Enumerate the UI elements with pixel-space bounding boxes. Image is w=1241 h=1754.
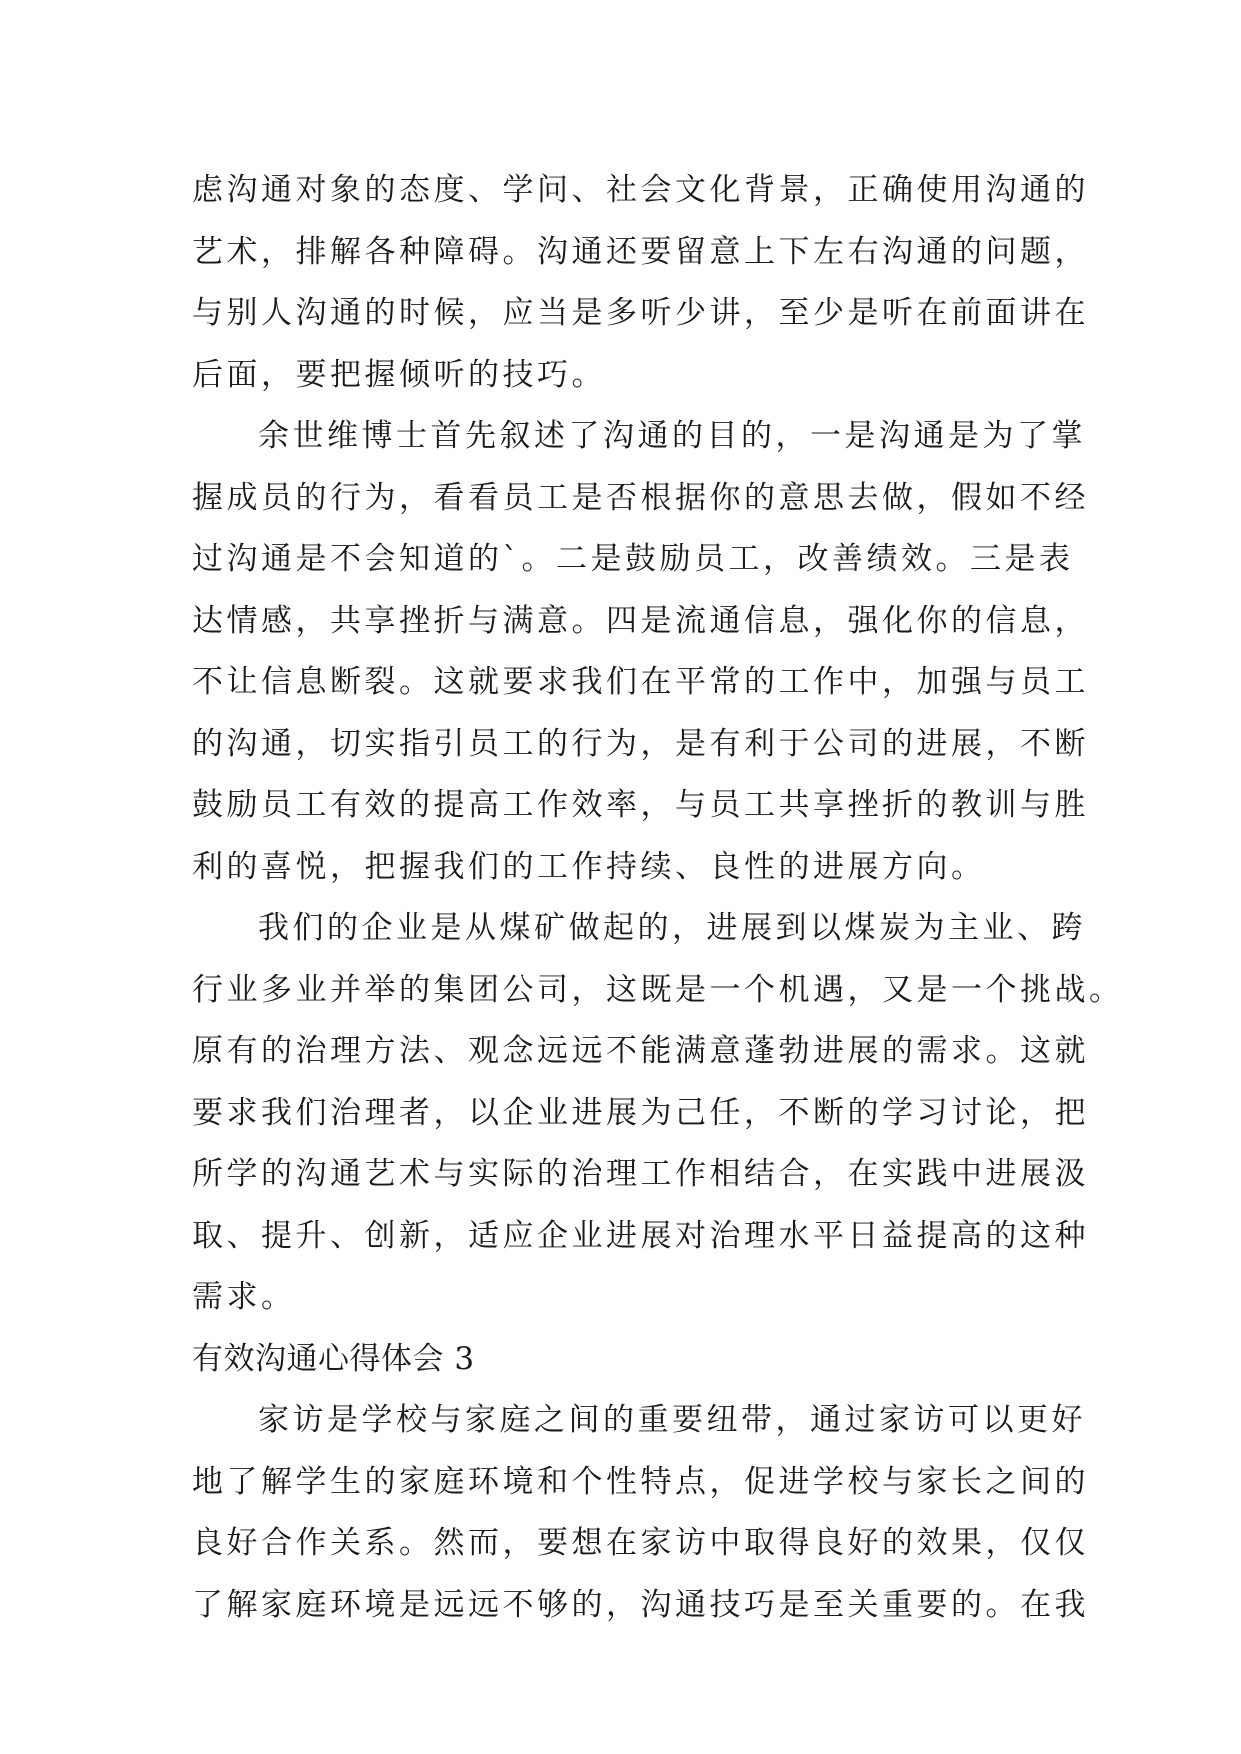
paragraph-line: 行业多业并举的集团公司，这既是一个机遇，又是一个挑战。 — [192, 971, 1124, 1008]
paragraph-line: 的沟通，切实指引员工的行为，是有利于公司的进展，不断 — [192, 725, 1089, 762]
paragraph-line: 艺术，排解各种障碍。沟通还要留意上下左右沟通的问题， — [192, 233, 1089, 270]
paragraph — [192, 160, 1089, 406]
heading-text: 有效沟通心得体会 3 — [192, 1340, 475, 1377]
paragraph-line: 达情感，共享挫折与满意。四是流通信息，强化你的信息， — [192, 602, 1089, 639]
paragraph-line: 虑沟通对象的态度、学问、社会文化背景，正确使用沟通的 — [192, 172, 1089, 208]
paragraph-line: 取、提升、创新，适应企业进展对治理水平日益提高的这种 — [192, 1217, 1089, 1254]
paragraph-line: 良好合作关系。然而，要想在家访中取得良好的效果，仅仅 — [192, 1525, 1089, 1561]
paragraph-line: 后面，要把握倾听的技巧。 — [192, 356, 606, 393]
paragraph-line: 与别人沟通的时候，应当是多听少讲，至少是听在前面讲在 — [192, 295, 1089, 331]
paragraph — [192, 898, 1124, 1329]
paragraph-line: 鼓励员工有效的提高工作效率，与员工共享挫折的教训与胜 — [192, 787, 1089, 823]
paragraph-line: 需求。 — [192, 1279, 296, 1315]
document-body — [192, 160, 1124, 1636]
paragraph-line: 原有的治理方法、观念远远不能满意蓬勃进展的需求。这就 — [192, 1033, 1089, 1069]
paragraph-line: 不让信息断裂。这就要求我们在平常的工作中，加强与员工 — [192, 664, 1089, 700]
section-heading — [192, 1329, 1064, 1391]
paragraph-line: 家访是学校与家庭之间的重要纽带，通过家访可以更好 — [258, 1402, 1086, 1438]
paragraph-line: 过沟通是不会知道的`。二是鼓励员工，改善绩效。三是表 — [192, 541, 1074, 577]
paragraph — [192, 1390, 1089, 1636]
paragraph-line: 余世维博士首先叙述了沟通的目的，一是沟通是为了掌 — [258, 418, 1086, 454]
paragraph-line: 地了解学生的家庭环境和个性特点，促进学校与家长之间的 — [192, 1463, 1089, 1500]
paragraph-line: 握成员的行为，看看员工是否根据你的意思去做，假如不经 — [192, 479, 1089, 516]
paragraph-line: 所学的沟通艺术与实际的治理工作相结合，在实践中进展汲 — [192, 1156, 1089, 1192]
paragraph-line: 了解家庭环境是远远不够的，沟通技巧是至关重要的。在我 — [192, 1586, 1089, 1623]
paragraph-line: 要求我们治理者，以企业进展为己任，不断的学习讨论，把 — [192, 1094, 1089, 1131]
paragraph — [192, 406, 1089, 898]
paragraph-line: 利的喜悦，把握我们的工作持续、良性的进展方向。 — [192, 848, 986, 885]
paragraph-line: 我们的企业是从煤矿做起的，进展到以煤炭为主业、跨 — [258, 910, 1086, 946]
